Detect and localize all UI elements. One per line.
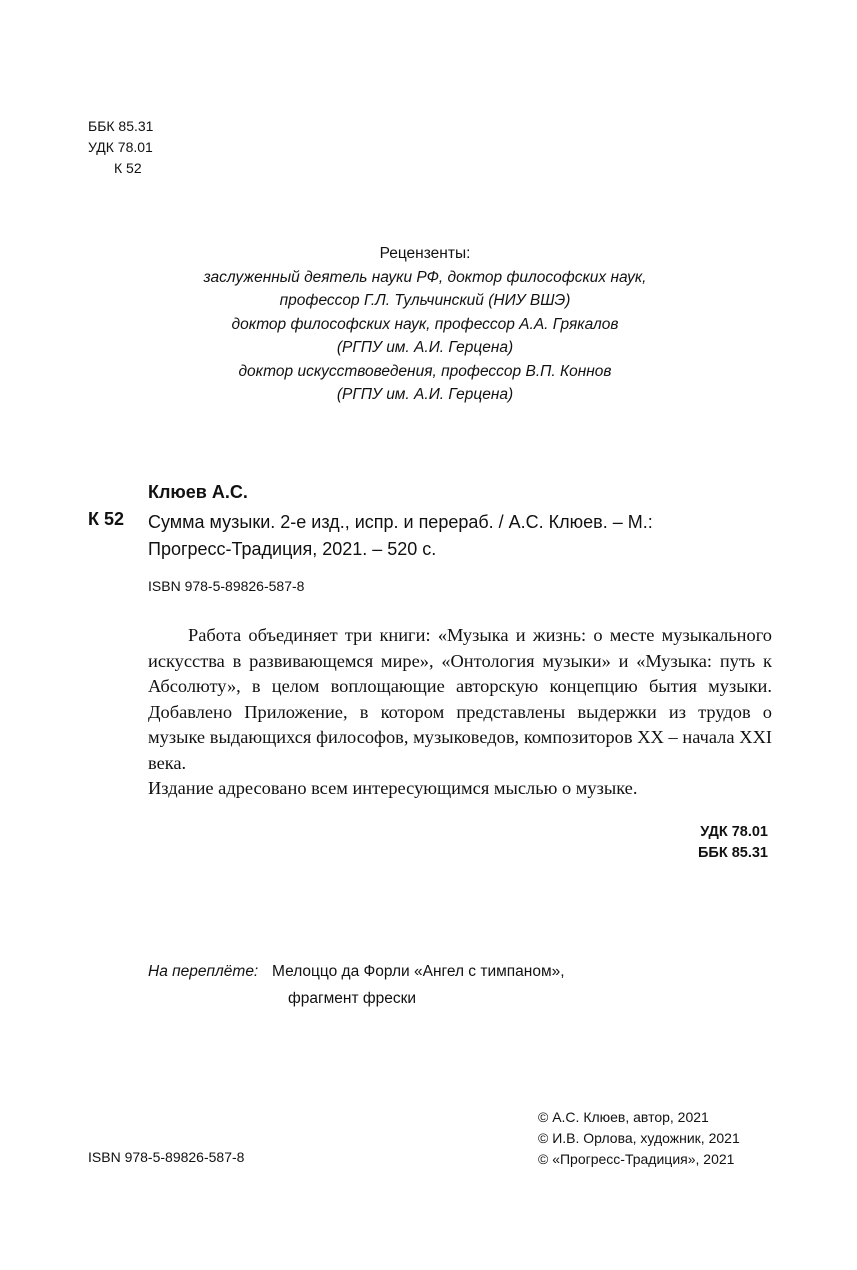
annotation-paragraph: Издание адресовано всем интересующимся мыслью о музыке. — [148, 778, 638, 798]
copyright-line: © И.В. Орлова, художник, 2021 — [538, 1130, 740, 1146]
bbk-code: ББК 85.31 — [88, 118, 154, 134]
annotation-paragraph: Работа объединяет три книги: «Музыка и жизнь: о месте музыкального искусства в развивающемся мире», «Онтология музыки» и «Музыка: путь к Абсолюту», в целом воплощающие авторскую концепцию бытия музыки. Добавлено Приложение, в котором представлены выдержки из трудов о музыке выдающихся философов, музыковедов, композиторов XX – начала XXI века. — [148, 625, 772, 773]
copyright-block — [538, 1107, 740, 1170]
udk-code: УДК 78.01 — [88, 139, 153, 155]
reviewer-line: профессор Г.Л. Тульчинский (НИУ ВШЭ) — [279, 292, 571, 309]
annotation — [148, 623, 772, 802]
reviewer-line: (РГПУ им. А.И. Герцена) — [336, 339, 514, 356]
reviewer-line: (РГПУ им. А.И. Герцена) — [336, 386, 514, 403]
record-author-mark: К 52 — [88, 509, 125, 529]
udk-code-bold: УДК 78.01 — [700, 824, 768, 840]
binding-label: На переплёте: — [148, 963, 259, 980]
author-mark: К 52 — [114, 160, 142, 176]
bib-line-1: Сумма музыки. 2-е изд., испр. и перераб. / А.С. Клюев. – М.: — [148, 512, 653, 532]
reviewer-line: доктор искусствоведения, профессор В.П. Коннов — [238, 362, 612, 380]
copyright-line: © «Прогресс-Традиция», 2021 — [538, 1151, 735, 1167]
binding-description: Мелоццо да Форли «Ангел с тимпаном», — [272, 963, 565, 980]
classification-block — [600, 822, 768, 864]
reviewer-line: заслуженный деятель науки РФ, доктор философских наук, — [203, 268, 647, 286]
library-codes — [88, 116, 153, 179]
reviewers-block — [150, 242, 700, 407]
bbk-code-bold: ББК 85.31 — [697, 845, 768, 861]
binding-description-cont: фрагмент фрески — [288, 990, 417, 1007]
bib-line-2: Прогресс-Традиция, 2021. – 520 с. — [148, 539, 437, 559]
copyright-line: © А.С. Клюев, автор, 2021 — [538, 1109, 709, 1125]
footer-isbn: ISBN 978-5-89826-587-8 — [88, 1149, 245, 1165]
reviewer-line: доктор философских наук, профессор А.А. Грякалов — [231, 315, 619, 333]
author-name: Клюев А.С. — [148, 482, 248, 502]
reviewers-heading: Рецензенты: — [379, 245, 471, 262]
bibliographic-record — [148, 509, 773, 563]
record-isbn: ISBN 978-5-89826-587-8 — [148, 578, 305, 594]
